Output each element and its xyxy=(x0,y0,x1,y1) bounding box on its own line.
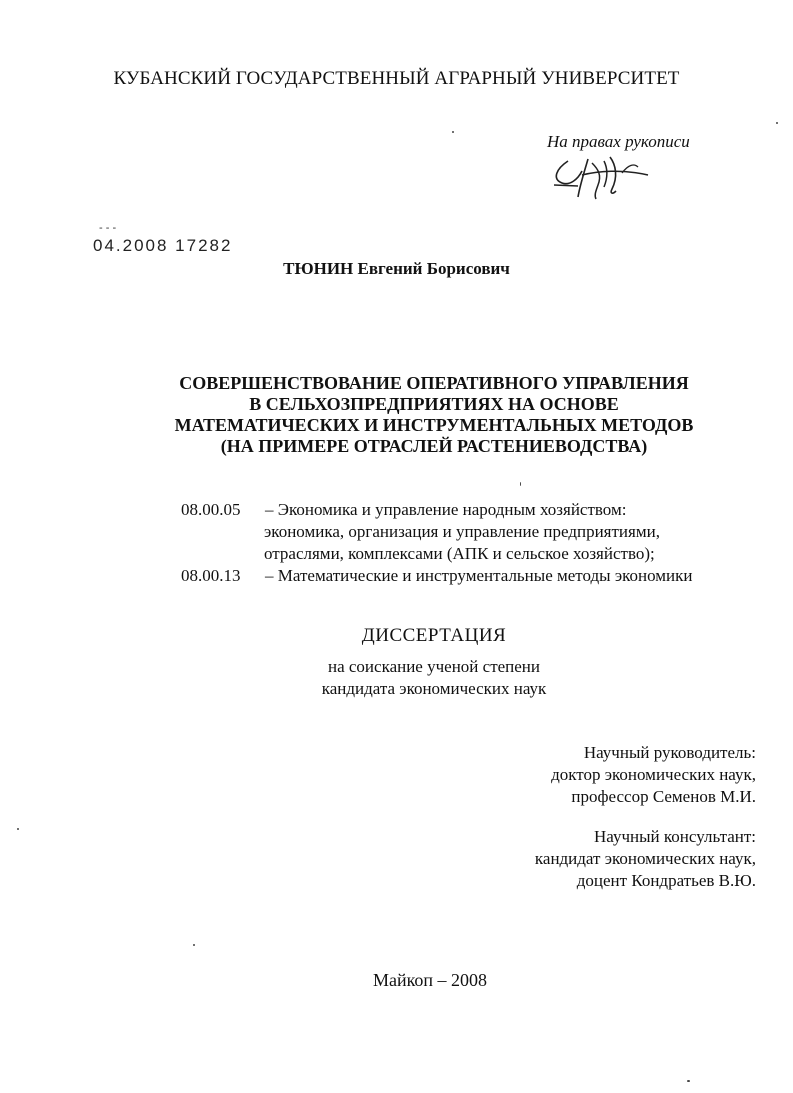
scan-speck xyxy=(452,131,454,133)
thesis-title-line: В СЕЛЬХОЗПРЕДПРИЯТИЯХ НА ОСНОВЕ xyxy=(249,394,619,414)
specialty-text: – Математические и инструментальные методы экономики xyxy=(265,566,693,585)
archive-number: 04.2008 17282 xyxy=(93,236,233,255)
archive-stamp-mark: - - - xyxy=(99,222,117,234)
specialty-code: 08.00.05 xyxy=(181,500,241,519)
supervisor-block xyxy=(480,742,756,808)
thesis-title-line: МАТЕМАТИЧЕСКИХ И ИНСТРУМЕНТАЛЬНЫХ МЕТОДОВ xyxy=(174,415,694,435)
supervisor-line: доктор экономических наук, xyxy=(551,765,756,784)
specialty-text: – Экономика и управление народным хозяйством: xyxy=(265,500,627,519)
document-type: ДИССЕРТАЦИЯ xyxy=(361,625,507,646)
scan-speck xyxy=(193,944,195,946)
university-name: КУБАНСКИЙ ГОСУДАРСТВЕННЫЙ АГРАРНЫЙ УНИВЕРСИТЕТ xyxy=(113,68,680,89)
scan-speck xyxy=(17,828,19,830)
consultant-line: Научный консультант: xyxy=(594,827,756,846)
place-and-year: Майкоп – 2008 xyxy=(372,970,488,990)
degree-description xyxy=(0,656,793,700)
consultant-line: кандидат экономических наук, xyxy=(534,849,756,868)
specialty-1 xyxy=(181,499,626,521)
handwritten-signature xyxy=(548,155,658,201)
author-name: ТЮНИН Евгений Борисович xyxy=(283,259,510,278)
specialty-text-line: экономика, организация и управление предприятиями, xyxy=(264,522,660,541)
scan-speck xyxy=(687,1080,690,1082)
scan-speck xyxy=(520,482,521,486)
specialty-text-line: отраслями, комплексами (АПК и сельское хозяйство); xyxy=(264,544,655,563)
manuscript-rights-note: На правах рукописи xyxy=(547,132,690,151)
consultant-block xyxy=(480,826,756,892)
thesis-title-line: СОВЕРШЕНСТВОВАНИЕ ОПЕРАТИВНОГО УПРАВЛЕНИЯ xyxy=(179,373,689,393)
scan-speck xyxy=(776,122,778,124)
supervisor-line: профессор Семенов М.И. xyxy=(571,787,756,806)
specialty-code: 08.00.13 xyxy=(181,566,241,585)
supervisor-line: Научный руководитель: xyxy=(583,743,756,762)
degree-line: на соискание ученой степени xyxy=(327,657,541,676)
thesis-title xyxy=(0,373,793,457)
specialty-1-continuation xyxy=(264,521,660,565)
thesis-title-line: (НА ПРИМЕРЕ ОТРАСЛЕЙ РАСТЕНИЕВОДСТВА) xyxy=(220,436,648,456)
consultant-line: доцент Кондратьев В.Ю. xyxy=(576,871,756,890)
specialty-2 xyxy=(181,565,693,587)
degree-line: кандидата экономических наук xyxy=(321,679,547,698)
